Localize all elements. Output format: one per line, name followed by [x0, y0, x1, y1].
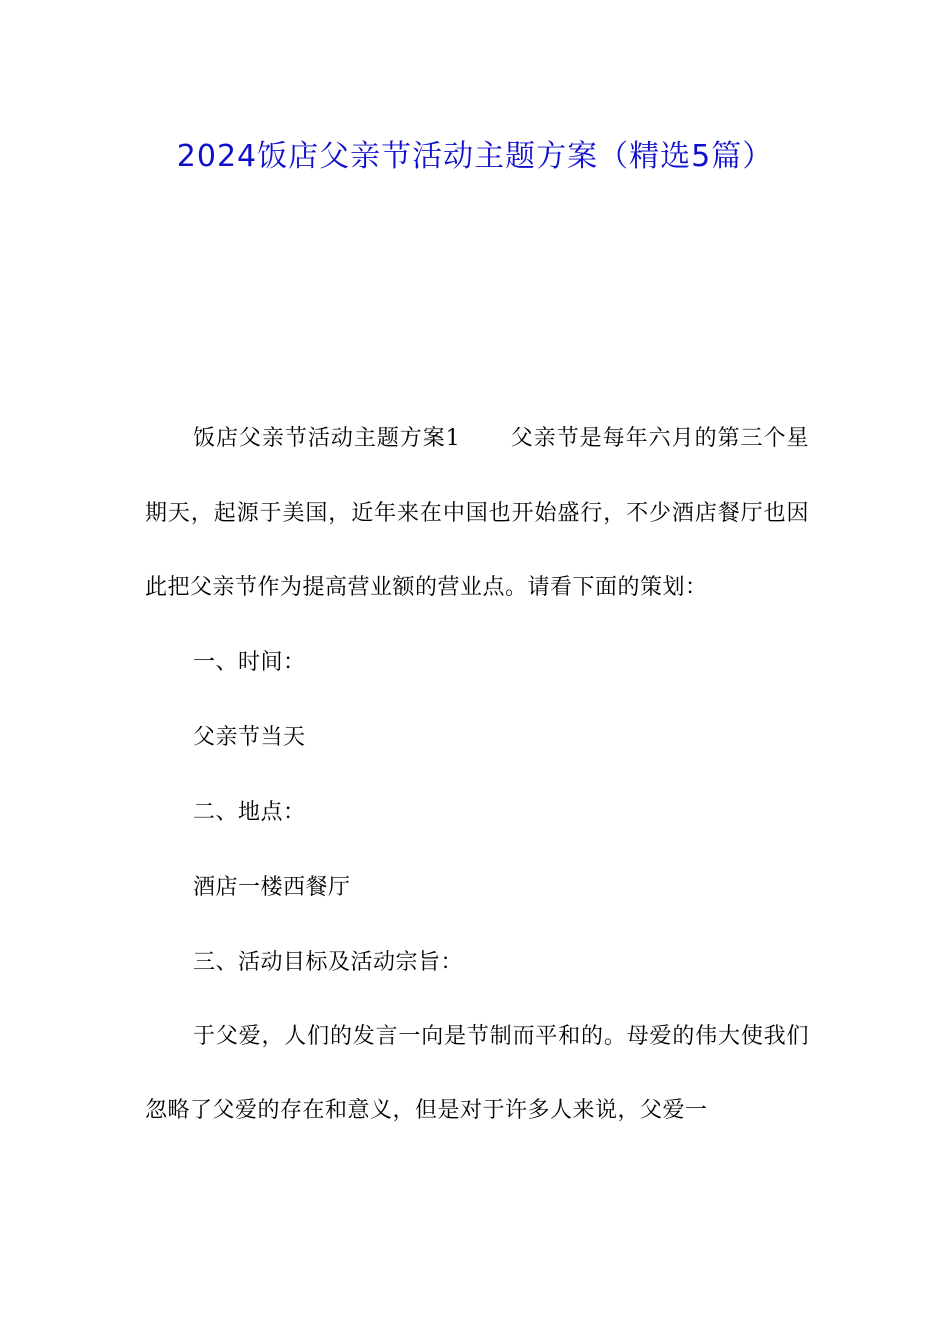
section-content: 酒店一楼西餐厅 — [193, 874, 351, 900]
section-heading: 一、时间： — [193, 649, 306, 675]
intro-paragraph — [145, 402, 809, 626]
section-heading: 三、活动目标及活动宗旨： — [193, 949, 464, 975]
document-body — [145, 416, 809, 1175]
intro-heading: 饭店父亲节活动主题方案1 — [193, 426, 461, 451]
document-title: 2024饭店父亲节活动主题方案（精选5篇） — [176, 139, 774, 174]
section-heading: 二、地点： — [193, 799, 306, 825]
section-content: 父亲节当天 — [193, 724, 306, 750]
intro-text: 父亲节是每年六月的第三个星期天，起源于美国，近年来在中国也开始盛行，不少酒店餐厅也因此把父亲节作为提高营业额的营业点。请看下面的策划： — [145, 426, 809, 600]
section-content: 于父爱，人们的发言一向是节制而平和的。母爱的伟大使我们忽略了父爱的存在和意义，但是对于许多人来说，父爱一 — [145, 1023, 809, 1123]
